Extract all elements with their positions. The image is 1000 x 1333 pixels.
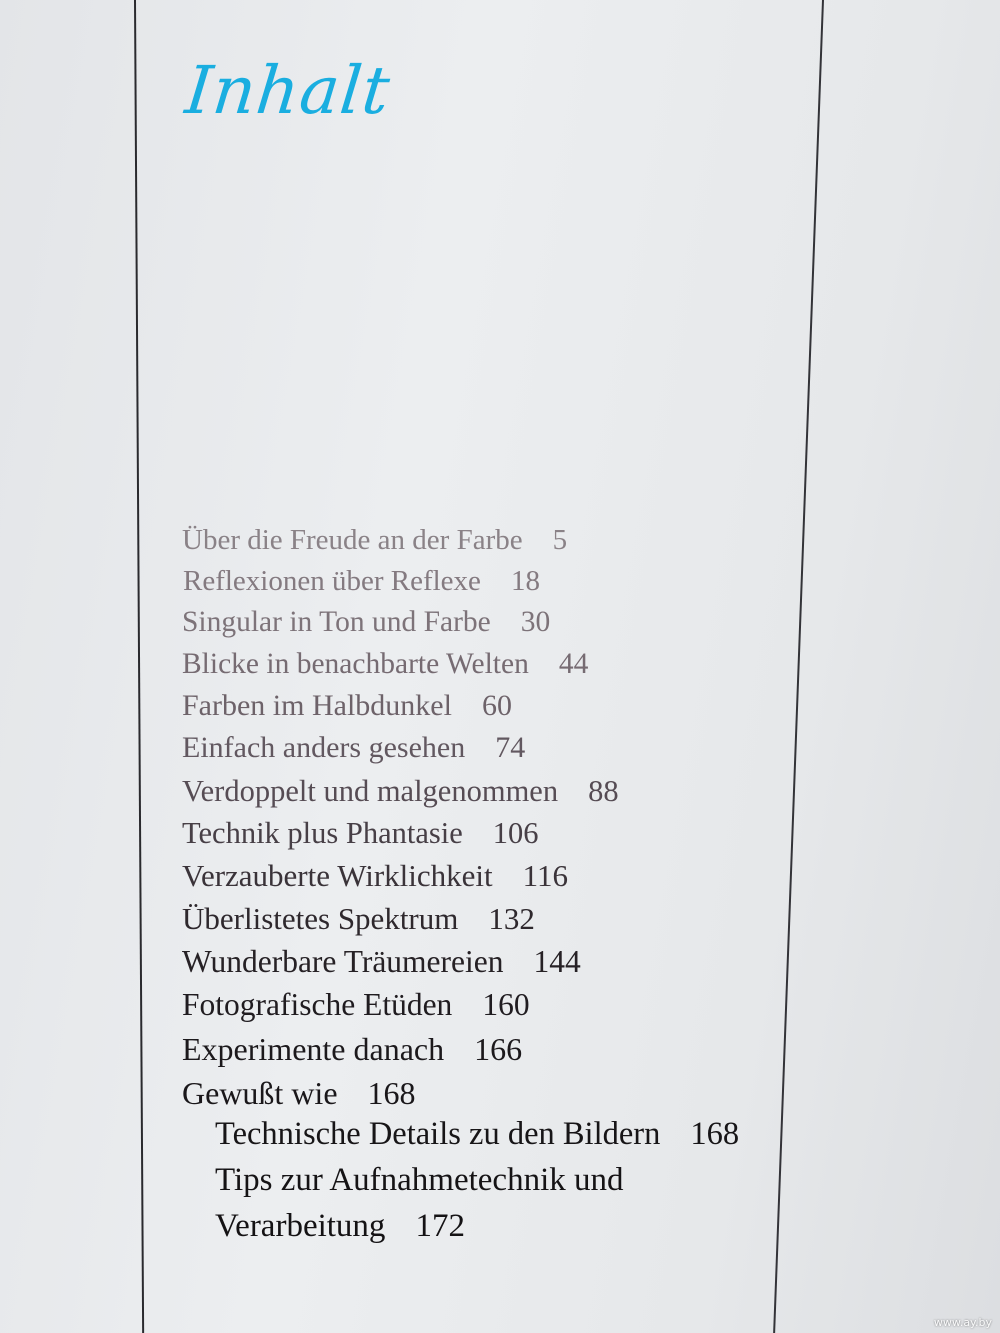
toc-entry-title: Experimente danach [182, 1031, 445, 1067]
toc-entry-title: Wunderbare Träumereien [182, 944, 504, 979]
toc-entry [182, 856, 568, 896]
toc-entry [182, 602, 550, 642]
toc-entry [182, 942, 581, 982]
toc-entry-page: 168 [690, 1116, 740, 1152]
toc-entry-page: 144 [533, 944, 581, 979]
toc-entry-title: Singular in Ton und Farbe [182, 606, 491, 638]
toc-entry-title: Fotografische Etüden [182, 987, 453, 1022]
toc-entry-title: Blicke in benachbarte Welten [182, 648, 529, 680]
toc-entry [183, 561, 540, 601]
toc-entry [182, 985, 530, 1025]
page-title: Inhalt [181, 52, 395, 129]
toc-entry-page: 168 [367, 1075, 416, 1111]
toc-entry-title: Überlistetes Spektrum [182, 901, 459, 936]
left-margin-rule [134, 0, 144, 1333]
toc-entry-title: Einfach anders gesehen [182, 731, 466, 764]
toc-entry-page: 60 [481, 689, 512, 722]
toc-entry-page: 30 [520, 606, 551, 638]
toc-entry-page: 106 [492, 816, 539, 850]
toc-entry-page: 74 [495, 731, 526, 764]
toc-entry [182, 520, 567, 560]
toc-subentry [215, 1114, 739, 1154]
toc-entry-page: 116 [522, 858, 568, 893]
toc-entry-page: 18 [510, 565, 540, 597]
toc-entry [182, 771, 619, 811]
toc-entry-page: 88 [588, 774, 619, 808]
toc-entry [182, 899, 535, 939]
toc-entry-title: Über die Freude an der Farbe [182, 524, 523, 556]
toc-entry [182, 1073, 416, 1113]
toc-subentry [215, 1160, 624, 1200]
toc-entry-page: 132 [488, 901, 535, 936]
toc-subentry [215, 1206, 465, 1246]
watermark: www.ay.by [933, 1316, 992, 1329]
toc-entry-page: 172 [415, 1208, 465, 1244]
toc-entry-title: Tips zur Aufnahmetechnik und [215, 1162, 624, 1198]
toc-entry [182, 1029, 522, 1069]
toc-entry-title: Verdoppelt und malgenommen [182, 774, 559, 808]
right-margin-rule [773, 0, 824, 1333]
toc-entry-title: Technische Details zu den Bildern [215, 1116, 661, 1152]
toc-entry-title: Verarbeitung [215, 1208, 386, 1244]
toc-entry [182, 813, 539, 853]
toc-entry [182, 644, 588, 684]
toc-entry [182, 728, 525, 768]
toc-entry-page: 44 [558, 648, 589, 680]
toc-entry-page: 166 [474, 1031, 523, 1067]
toc-entry-title: Farben im Halbdunkel [182, 689, 452, 722]
toc-entry-title: Verzauberte Wirklichkeit [182, 858, 493, 893]
toc-entry-title: Technik plus Phantasie [182, 816, 463, 850]
toc-entry-page: 5 [552, 524, 568, 556]
toc-entry-page: 160 [482, 987, 530, 1022]
toc-entry-title: Gewußt wie [182, 1075, 338, 1111]
toc-entry [182, 686, 512, 726]
toc-entry-title: Reflexionen über Reflexe [183, 565, 481, 597]
